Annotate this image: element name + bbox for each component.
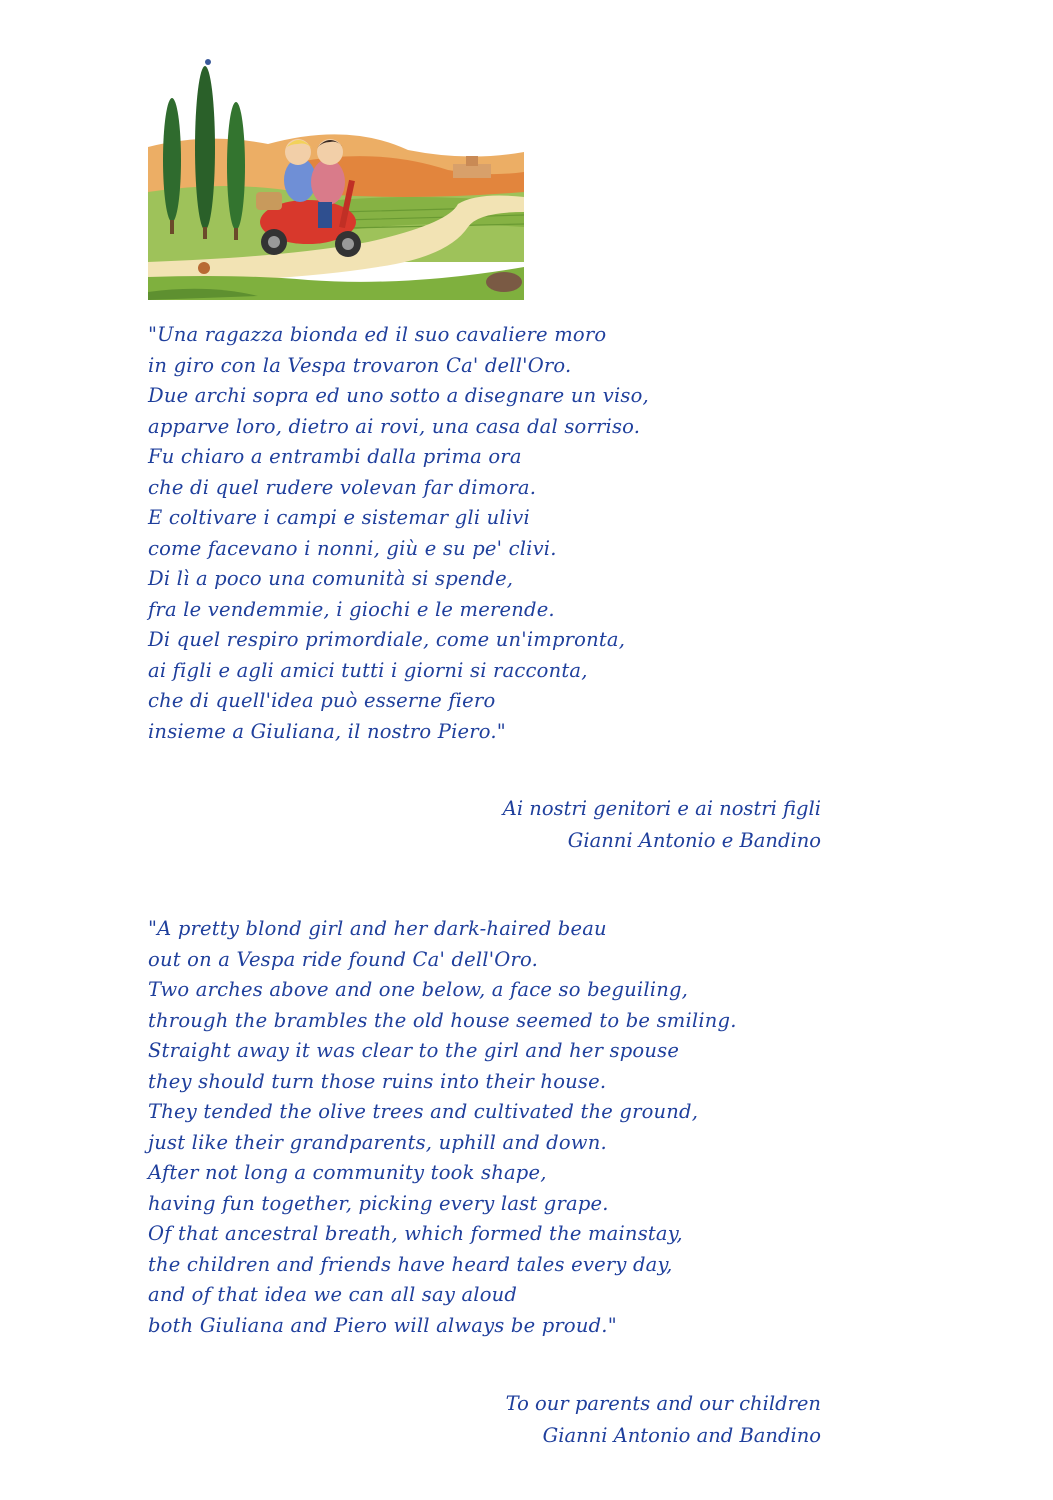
poem-line: apparve loro, dietro ai rovi, una casa dal sorriso. xyxy=(148,414,641,438)
bird-icon xyxy=(205,59,211,65)
basket xyxy=(256,192,282,210)
poem-line: insieme a Giuliana, il nostro Piero." xyxy=(148,719,506,743)
boar-icon xyxy=(486,272,522,292)
poem-line: che di quell'idea può esserne fiero xyxy=(148,689,496,712)
poem-line: "A pretty blond girl and her dark-haired beau xyxy=(148,917,607,940)
poem-line: E coltivare i campi e sistemar gli ulivi xyxy=(148,506,530,529)
farmhouse xyxy=(453,164,491,178)
poem-line: through the brambles the old house seemed to be smiling. xyxy=(148,1008,737,1032)
pheasant-icon xyxy=(198,262,210,274)
rider-boy xyxy=(311,159,345,205)
poem-line: Di lì a poco una comunità si spende, xyxy=(148,567,514,590)
poem-line: Fu chiaro a entrambi dalla prima ora xyxy=(148,445,522,468)
poem-line: Due archi sopra ed uno sotto a disegnare un viso, xyxy=(148,384,649,407)
cypress-tree xyxy=(163,98,181,222)
poem-line: They tended the olive trees and cultivated the ground, xyxy=(148,1100,699,1123)
poem-line: Di quel respiro primordiale, come un'impronta, xyxy=(148,628,626,651)
poem-line: out on a Vespa ride found Ca' dell'Oro. xyxy=(148,947,539,971)
poem-line: che di quel rudere volevan far dimora. xyxy=(148,475,537,499)
poem-line: Of that ancestral breath, which formed the mainstay, xyxy=(148,1222,683,1245)
poem-line: the children and friends have heard tales every day, xyxy=(148,1252,673,1276)
poem-line: After not long a community took shape, xyxy=(148,1161,547,1184)
poem-line: ai figli e agli amici tutti i giorni si racconta, xyxy=(148,658,588,682)
poem-line: come facevano i nonni, giù e su pe' clivi. xyxy=(148,536,557,560)
poem-line: both Giuliana and Piero will always be proud." xyxy=(148,1313,617,1337)
dedication-italian xyxy=(503,793,821,857)
cypress-tree xyxy=(195,66,215,230)
dedication-signature: Gianni Antonio e Bandino xyxy=(567,829,821,852)
poem-line: "Una ragazza bionda ed il suo cavaliere moro xyxy=(148,323,607,346)
dedication-english xyxy=(506,1388,821,1452)
poem-line: fra le vendemmie, i giochi e le merende. xyxy=(148,597,555,621)
dedication-line: To our parents and our children xyxy=(505,1392,821,1415)
poem-line: they should turn those ruins into their house. xyxy=(148,1069,607,1093)
poem-line: and of that idea we can all say aloud xyxy=(148,1283,518,1306)
dedication-line: Ai nostri genitori e ai nostri figli xyxy=(502,797,821,820)
poem-english xyxy=(148,914,737,1341)
dedication-signature: Gianni Antonio and Bandino xyxy=(542,1424,821,1447)
poem-line: in giro con la Vespa trovaron Ca' dell'Oro. xyxy=(148,353,572,377)
poem-line: Two arches above and one below, a face so beguiling, xyxy=(148,978,689,1001)
cypress-tree xyxy=(227,102,245,230)
vespa-couple-illustration xyxy=(148,52,524,300)
poem-line: Straight away it was clear to the girl and her spouse xyxy=(148,1039,680,1062)
poem-line: having fun together, picking every last grape. xyxy=(148,1191,609,1215)
poem-line: just like their grandparents, uphill and down. xyxy=(148,1130,607,1154)
poem-italian xyxy=(148,320,649,747)
